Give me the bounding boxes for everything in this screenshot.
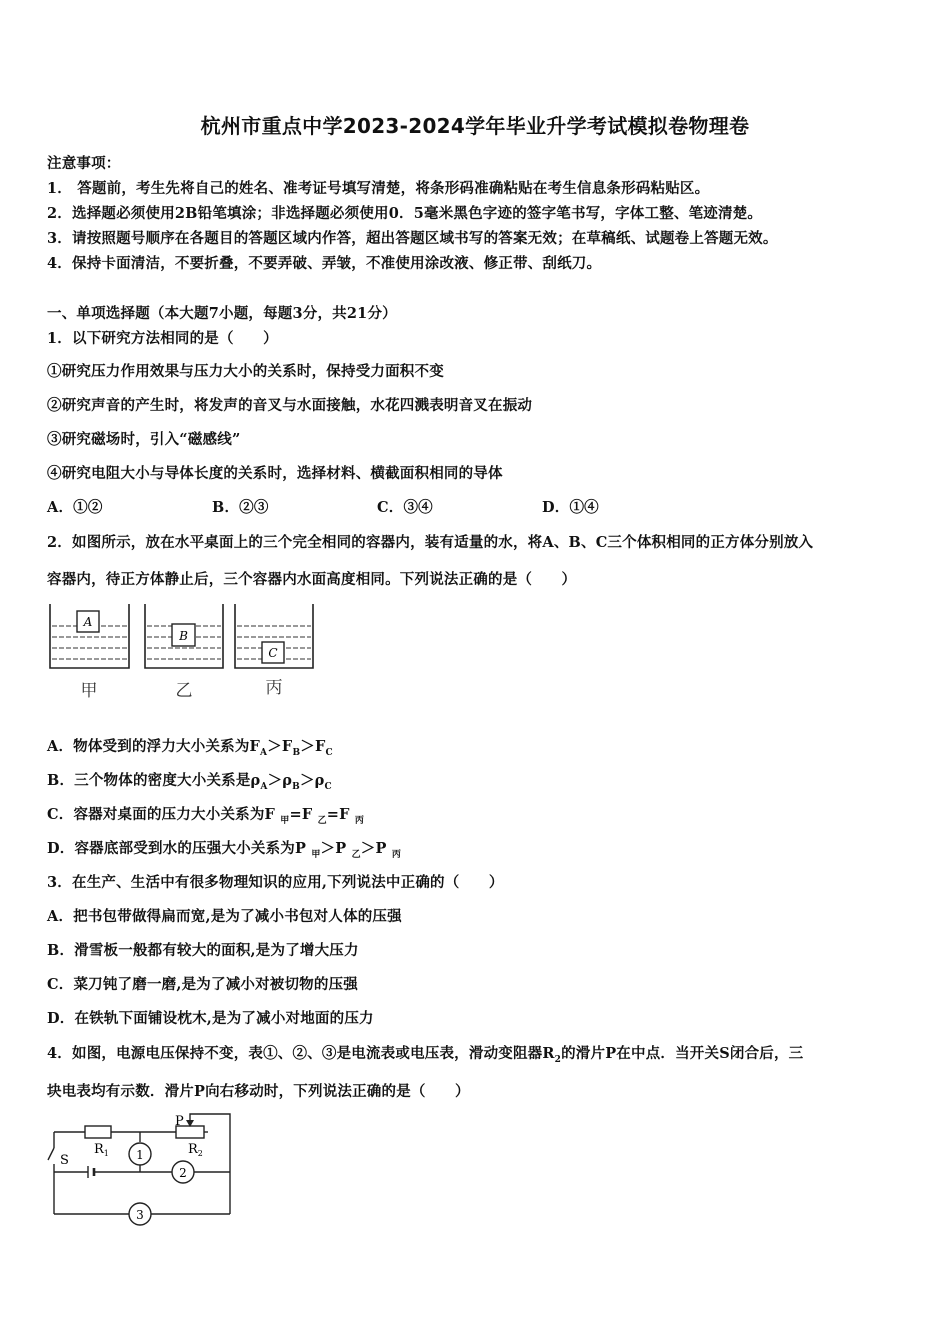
- subscript: B: [292, 782, 300, 792]
- subscript: A: [260, 782, 268, 792]
- q2-option-d-text: ＞P: [320, 840, 352, 857]
- subscript: B: [292, 748, 301, 758]
- subscript: C: [325, 748, 333, 758]
- notice-item: 3．请按照题号顺序在各题目的答题区域内作答，超出答题区域书写的答案无效；在草稿纸、试题卷上答题无效。: [47, 230, 778, 247]
- subscript: 丙: [391, 850, 402, 860]
- q2-option-c-text: C．容器对桌面的压力大小关系为F: [47, 806, 281, 823]
- notice-item: 4．保持卡面清洁，不要折叠，不要弄破、弄皱，不准使用涂改液、修正带、刮纸刀。: [47, 255, 602, 272]
- subscript: 2: [554, 1055, 562, 1065]
- q1-option-d[interactable]: D．①④: [542, 499, 599, 516]
- container-label-bing: 丙: [265, 678, 283, 698]
- q2-option-c-text: =F: [289, 806, 318, 823]
- notice-heading: 注意事项：: [47, 155, 121, 172]
- q3-option-b[interactable]: B．滑雪板一般都有较大的面积,是为了增大压力: [47, 942, 359, 959]
- switch-label: S: [60, 1153, 69, 1168]
- q2-option-b-text: B．三个物体的密度大小关系是ρ: [47, 772, 261, 789]
- meter-3-label: 3: [136, 1208, 144, 1222]
- resistor-r1: [85, 1126, 111, 1138]
- q2-option-a-text: ＞F: [300, 738, 326, 755]
- q2-option-a-text: ＞F: [267, 738, 293, 755]
- container-bing: [235, 604, 313, 698]
- subscript: C: [324, 782, 332, 792]
- r1-label: $R_1$: [94, 1142, 109, 1158]
- q2-stem-line2: 容器内，待正方体静止后，三个容器内水面高度相同。下列说法正确的是（ ）: [47, 571, 577, 588]
- q1-option-c[interactable]: C．③④: [377, 499, 433, 516]
- subscript: A: [260, 748, 268, 758]
- meter-2-label: 2: [179, 1166, 187, 1180]
- q1-option-a[interactable]: A．①②: [47, 499, 103, 516]
- q1-stem: 1．以下研究方法相同的是（ ）: [47, 330, 278, 347]
- q3-stem: 3．在生产、生活中有很多物理知识的应用,下列说法中正确的（ ）: [47, 874, 504, 891]
- q1-statement: ④研究电阻大小与导体长度的关系时，选择材料、横截面积相同的导体: [47, 465, 503, 482]
- section-heading: 一、单项选择题（本大题7小题，每题3分，共21分）: [47, 305, 397, 322]
- q3-option-d[interactable]: D．在铁轨下面铺设枕木,是为了减小对地面的压力: [47, 1010, 374, 1027]
- q2-option-a-text: A．物体受到的浮力大小关系为F: [47, 738, 261, 755]
- q2-option-d-text: D．容器底部受到水的压强大小关系为P: [47, 840, 312, 857]
- q3-option-c[interactable]: C．菜刀钝了磨一磨,是为了减小对被切物的压强: [47, 976, 358, 993]
- subscript: 乙: [317, 816, 327, 826]
- container-label-yi: 乙: [175, 681, 193, 701]
- q2-option-a[interactable]: [47, 735, 333, 756]
- subscript: 甲: [280, 816, 290, 826]
- q2-option-b-text: ＞ρ: [299, 772, 325, 789]
- meter-1-label: 1: [136, 1148, 144, 1162]
- subscript: 甲: [311, 850, 321, 860]
- q2-option-d-text: ＞P: [360, 840, 392, 857]
- q2-containers-figure: [45, 600, 320, 705]
- container-yi: [145, 604, 223, 701]
- q4-stem-line2: 块电表均有示数．滑片P向右移动时，下列说法正确的是（ ）: [47, 1083, 470, 1100]
- notice-item: 1． 答题前，考生先将自己的姓名、准考证号填写清楚，将条形码准确粘贴在考生信息条形码粘贴区。: [47, 180, 710, 197]
- q2-option-b[interactable]: [47, 769, 332, 790]
- q4-stem-line1: [47, 1042, 803, 1063]
- container-jia: [50, 604, 129, 701]
- q2-option-d[interactable]: [47, 837, 401, 858]
- q3-option-a[interactable]: A．把书包带做得扁而宽,是为了减小书包对人体的压强: [47, 908, 402, 925]
- switch: [48, 1148, 54, 1160]
- slider-label: P: [175, 1114, 184, 1129]
- q4-stem-text: 的滑片P在中点．当开关S闭合后，三: [561, 1045, 804, 1062]
- notice-item: 2．选择题必须使用2B铅笔填涂；非选择题必须使用0．5毫米黑色字迹的签字笔书写，字体工整、笔迹清楚。: [47, 205, 763, 222]
- q1-statement: ②研究声音的产生时，将发声的音叉与水面接触，水花四溅表明音叉在振动: [47, 397, 533, 414]
- q2-stem-line1: 2．如图所示，放在水平桌面上的三个完全相同的容器内，装有适量的水，将A、B、C三个体积相同的正方体分别放入: [47, 534, 814, 551]
- q1-option-b[interactable]: B．②③: [212, 499, 269, 516]
- cube-c-label: C: [268, 646, 278, 660]
- q2-option-b-text: ＞ρ: [267, 772, 293, 789]
- container-label-jia: 甲: [80, 681, 98, 701]
- q4-circuit-diagram: [42, 1108, 242, 1228]
- cube-b-label: B: [179, 629, 188, 643]
- r2-label: $R_2$: [188, 1142, 203, 1158]
- q1-statement: ③研究磁场时，引入“磁感线”: [47, 431, 241, 448]
- q4-stem-text: 4．如图，电源电压保持不变，表①、②、③是电流表或电压表，滑动变阻器R: [47, 1045, 555, 1062]
- cube-a-label: A: [83, 615, 93, 629]
- subscript: 乙: [351, 850, 361, 860]
- q2-option-c[interactable]: [47, 803, 364, 824]
- subscript: 丙: [354, 816, 365, 826]
- q1-options: [47, 496, 599, 517]
- q2-option-c-text: =F: [326, 806, 355, 823]
- page-title: 杭州市重点中学2023-2024学年毕业升学考试模拟卷物理卷: [200, 114, 750, 138]
- q1-statement: ①研究压力作用效果与压力大小的关系时，保持受力面积不变: [47, 363, 444, 380]
